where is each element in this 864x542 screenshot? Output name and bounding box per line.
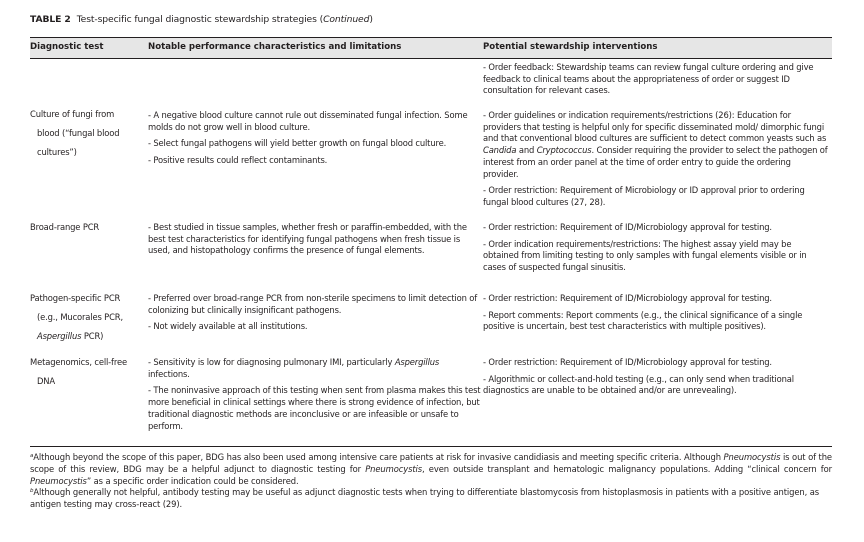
- text: Although beyond the scope of this paper, BDG has also been used among intensive care patients at risk for invasive candidiasis and meeting specific criteria. Although: [33, 452, 724, 462]
- organism-name: Pneumocystis: [30, 475, 87, 486]
- interventions-cell: [483, 222, 828, 279]
- limitation-item: - Select fungal pathogens will yield better growth on fungal blood culture.: [148, 138, 447, 149]
- text: and: [516, 145, 537, 156]
- text: , even outside transplant and hematologic malignancy populations. Adding “clinical concern for: [422, 463, 832, 474]
- limitations-cell: [148, 110, 478, 172]
- limitation-item: - Not widely available at all institutions.: [148, 321, 308, 332]
- intervention-item: - Order restriction: Requirement of ID/Microbiology approval for testing.: [483, 222, 772, 232]
- table-label: TABLE 2: [30, 14, 71, 25]
- test-name-line: [30, 327, 140, 346]
- test-name-line: Metagenomics, cell-free: [30, 357, 127, 367]
- text: infections.: [148, 368, 190, 379]
- limitations-cell: [148, 222, 483, 262]
- intervention-item: - Algorithmic or collect-and-hold testing (e.g., can only send when traditional diagnostics are unable to be obtained and/or are unrevealing).: [483, 373, 794, 396]
- test-name-line: (e.g., Mucorales PCR,: [37, 312, 123, 322]
- organism-name: Pneumocystis: [365, 463, 423, 474]
- table-bottom-rule: [30, 446, 832, 447]
- intervention-item: - Order restriction: Requirement of ID/Microbiology approval for testing.: [483, 293, 772, 303]
- test-name-line: Culture of fungi from: [30, 109, 115, 119]
- test-name: [30, 222, 140, 234]
- footnote-a: [30, 452, 832, 487]
- table-header-row: [30, 37, 832, 59]
- limitation-item: [148, 357, 483, 380]
- organism-name: Candida: [483, 145, 517, 156]
- text: PCR): [81, 331, 104, 341]
- table-title-close: ): [369, 14, 373, 25]
- organism-name: Cryptococcus: [536, 145, 592, 156]
- limitation-item: - A negative blood culture cannot rule out disseminated fungal infection. Some molds do not grow well in blood culture.: [148, 110, 468, 132]
- test-name-line: DNA: [37, 376, 55, 386]
- intervention-item: - Report comments: Report comments (e.g., the clinical significance of a single positive is uncertain, best test characteristics with multiple positives).: [483, 309, 803, 332]
- table-caption: [30, 14, 373, 25]
- header-interventions: Potential stewardship interventions: [483, 42, 658, 52]
- footnote-b: [30, 487, 832, 511]
- test-name: [30, 353, 140, 391]
- organism-name: Pneumocystis: [723, 452, 781, 462]
- intervention-item: - Order restriction: Requirement of ID/Microbiology approval for testing.: [483, 357, 772, 367]
- text: Although generally not helpful, antibody testing may be useful as adjunct diagnostic tests when trying to differentiate blastomycosis from histoplasmosis in patients with a positive antigen, as antigen testing may cross-react (29).: [30, 487, 820, 510]
- limitations-cell: [148, 293, 478, 338]
- intervention-item: [483, 110, 828, 180]
- limitation-item: - Preferred over broad-range PCR from non-sterile specimens to limit detection of colonizing but clinically insignificant pathogens.: [148, 293, 478, 315]
- table-title: Test-specific fungal diagnostic stewardship strategies (: [76, 14, 324, 25]
- organism-name: Aspergillus: [394, 357, 440, 367]
- text: ” as a specific order indication could be considered.: [86, 475, 299, 486]
- test-name-line: Broad-range PCR: [30, 222, 100, 232]
- test-name-line: cultures”): [37, 147, 77, 157]
- header-limitations: Notable performance characteristics and limitations: [148, 42, 402, 52]
- preceding-row-interventions: [483, 62, 828, 102]
- text: . Consider requiring the provider to select the pathogen of interest from an order panel at the time of order entry to guide the ordering provider.: [483, 145, 828, 179]
- table-continued: Continued: [323, 14, 370, 25]
- intervention-item: - Order indication requirements/restrictions: The highest assay yield may be obtained from limiting testing to only samples with fungal elements visible or in cases of suspected fungal sinusitis.: [483, 238, 807, 273]
- footnote-marker: a: [30, 453, 34, 459]
- test-name-line: blood (“fungal blood: [37, 128, 120, 138]
- limitations-cell: [148, 357, 483, 437]
- test-name: [30, 105, 140, 162]
- limitation-item: - Best studied in tissue samples, whether fresh or paraffin-embedded, with the best test characteristics for identifying fungal pathogens when fresh tissue is used, and histopathology confirms the presence of fungal elements.: [148, 222, 467, 256]
- text: - Sensitivity is low for diagnosing pulmonary IMI, particularly: [148, 357, 395, 367]
- intervention-item: - Order feedback: Stewardship teams can review fungal culture ordering and give feedback to clinical teams about the appropriateness of order or suggest ID consultation for relevant cases.: [483, 62, 814, 96]
- footnote-marker: b: [30, 488, 34, 495]
- intervention-item: - Order restriction: Requirement of Microbiology or ID approval prior to ordering fungal blood cultures (27, 28).: [483, 185, 805, 207]
- limitation-item: - The noninvasive approach of this testing when sent from plasma makes this test more beneficial in clinical settings where there is strong evidence of infection, but traditional diagnostic methods are inconclusive or are infeasible or unsafe to perform.: [148, 385, 481, 431]
- interventions-cell: [483, 293, 828, 338]
- organism-name: Aspergillus: [37, 331, 82, 341]
- test-name: [30, 289, 140, 346]
- table-footnotes: [30, 452, 832, 511]
- limitation-item: - Positive results could reflect contaminants.: [148, 155, 328, 166]
- test-name-line: Pathogen-specific PCR: [30, 293, 121, 303]
- interventions-cell: [483, 110, 828, 214]
- text: is out of the scope of this review, BDG may be a helpful adjunct to diagnostic testing for: [30, 452, 832, 474]
- text: - Order guidelines or indication requirements/restrictions (26): Education for providers that testing is helpful only for specific disseminated mold/ dimorphic fungi and that conventional blood cultures are sufficient to detect common yeasts such as: [483, 110, 827, 144]
- interventions-cell: [483, 357, 828, 402]
- header-diagnostic-test: Diagnostic test: [30, 42, 104, 52]
